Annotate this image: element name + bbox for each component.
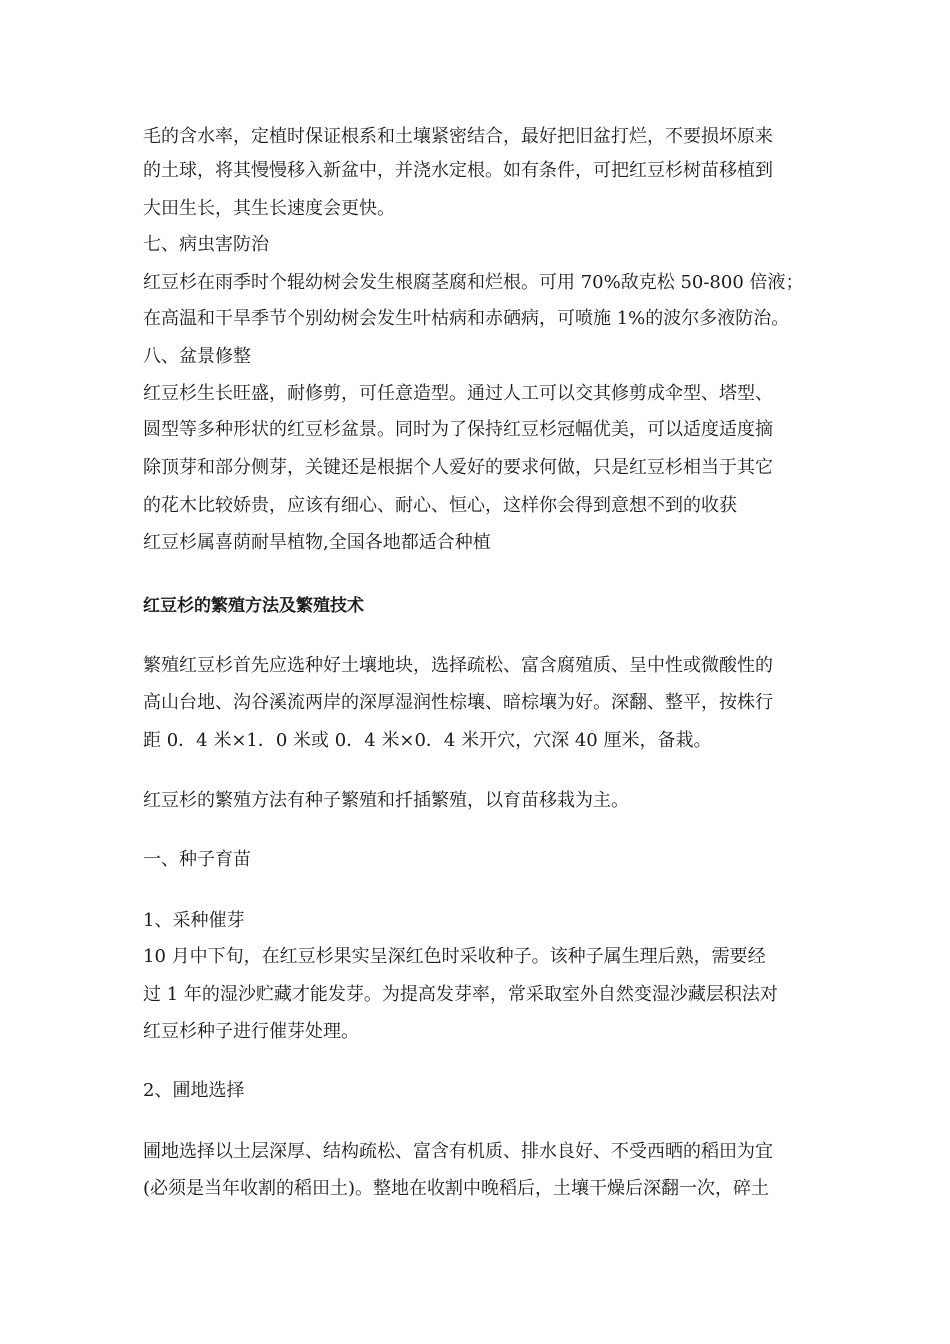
text-line: 红豆杉的繁殖方法有种子繁殖和扦插繁殖，以育苗移栽为主。 [143, 790, 629, 811]
text-line: 红豆杉种子进行催芽处理。 [143, 1021, 359, 1042]
section-heading: 一、种子育苗 [143, 849, 251, 870]
subsection-heading: 2、圃地选择 [143, 1080, 245, 1101]
text-line: (必须是当年收割的稻田土)。整地在收割中晚稻后，土壤干燥后深翻一次，碎土 [143, 1178, 770, 1199]
section-heading: 七、病虫害防治 [143, 234, 269, 255]
text-line: 红豆杉在雨季时个辊幼树会发生根腐茎腐和烂根。可用 70%敌克松 50-800 倍液； [143, 272, 804, 293]
section-heading: 八、盆景修整 [143, 346, 251, 367]
text-line: 红豆杉属喜荫耐旱植物,全国各地都适合种植 [143, 532, 491, 553]
text-line: 繁殖红豆杉首先应选种好土壤地块，选择疏松、富含腐殖质、呈中性或微酸性的 [143, 655, 773, 676]
text-line: 圃地选择以土层深厚、结构疏松、富含有机质、排水良好、不受西晒的稻田为宜 [143, 1141, 773, 1162]
document-title: 红豆杉的繁殖方法及繁殖技术 [143, 596, 364, 616]
text-line: 的土球，将其慢慢移入新盆中，并浇水定根。如有条件，可把红豆杉树苗移植到 [143, 160, 773, 181]
subsection-heading: 1、采种催芽 [143, 910, 245, 931]
text-line: 大田生长，其生长速度会更快。 [143, 198, 395, 219]
text-line: 毛的含水率，定植时保证根系和土壤紧密结合，最好把旧盆打烂，不要损坏原来 [143, 126, 773, 147]
text-line: 高山台地、沟谷溪流两岸的深厚湿润性棕壤、暗棕壤为好。深翻、整平，按株行 [143, 692, 773, 713]
text-line: 的花木比较娇贵，应该有细心、耐心、恒心，这样你会得到意想不到的收获 [143, 495, 737, 516]
text-line: 距 0．4 米×1．0 米或 0．4 米×0．4 米开穴，穴深 40 厘米，备栽。 [143, 730, 712, 751]
text-line: 过 1 年的湿沙贮藏才能发芽。为提高发芽率，常采取室外自然变湿沙藏层积法对 [143, 984, 778, 1005]
text-line: 10 月中下旬，在红豆杉果实呈深红色时采收种子。该种子属生理后熟，需要经 [143, 946, 766, 967]
text-line: 除顶芽和部分侧芽，关键还是根据个人爱好的要求何做，只是红豆杉相当于其它 [143, 457, 773, 478]
text-line: 红豆杉生长旺盛，耐修剪，可任意造型。通过人工可以交其修剪成伞型、塔型、 [143, 383, 773, 404]
text-line: 在高温和干旱季节个别幼树会发生叶枯病和赤硒病，可喷施 1%的波尔多液防治。 [143, 308, 790, 329]
text-line: 圆型等多种形状的红豆杉盆景。同时为了保持红豆杉冠幅优美，可以适度适度摘 [143, 419, 773, 440]
